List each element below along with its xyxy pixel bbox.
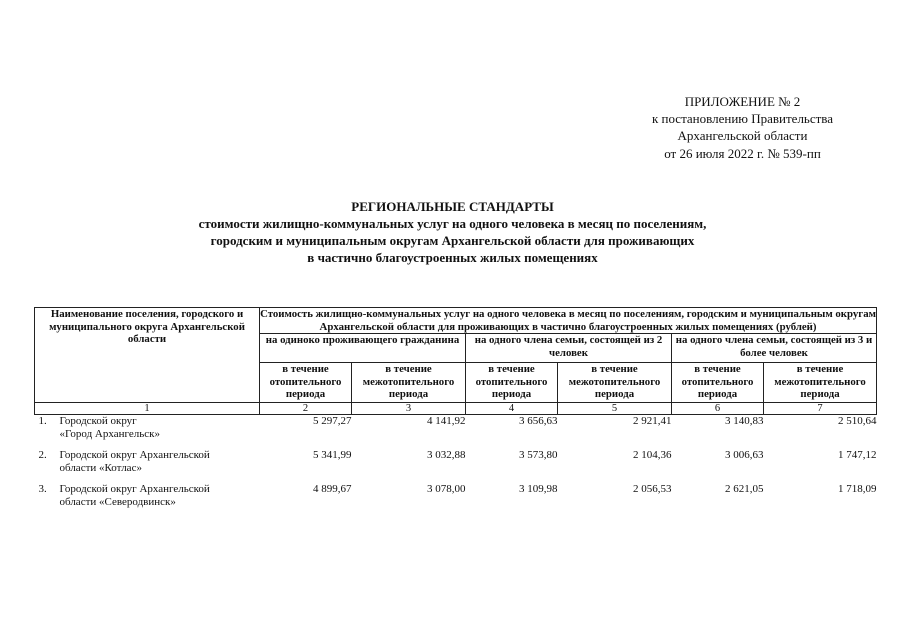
cell-value: 3 573,80 [519,449,558,462]
column-number: 1 [35,403,260,415]
row-number: 2. [38,449,47,462]
cell-value: 5 341,99 [313,449,352,462]
subheader-heating: в течение отопительного периода [260,363,352,403]
subheader-non-heating: в течение межотопительного периода [764,363,877,403]
row-name: Городской округ Архангельской области «Северодвинск» [59,483,210,508]
appendix-block [560,93,905,162]
cell-value: 3 078,00 [427,483,466,496]
cell-value: 1 718,09 [838,483,877,496]
column-number: 6 [672,403,764,415]
cell-value: 3 140,83 [725,415,764,428]
subheader-heating: в течение отопительного периода [672,363,764,403]
appendix-heading: ПРИЛОЖЕНИЕ № 2 [684,94,801,109]
column-number: 2 [260,403,352,415]
row-name: Городской округ Архангельской области «Котлас» [59,449,210,474]
appendix-line: Архангельской области [677,128,808,144]
header-group-single: на одиноко проживающего гражданина [260,334,466,363]
cell-value: 3 656,63 [519,415,558,428]
appendix-line: к постановлению Правительства [651,111,834,127]
row-number: 1. [38,415,47,428]
appendix-date: от 26 июля 2022 г. № 539-пп [664,145,821,161]
header-group-family-2: на одного члена семьи, состоящей из 2 человек [466,334,672,363]
cell-value: 3 032,88 [427,449,466,462]
row-settlement [35,449,260,483]
cell-value: 5 297,27 [313,415,352,428]
column-number: 4 [466,403,558,415]
row-name: Городской округ «Город Архангельск» [59,415,160,440]
subheader-non-heating: в течение межотопительного периода [352,363,466,403]
cell-value: 4 899,67 [313,483,352,496]
row-number: 3. [38,483,47,496]
standards-table [34,307,877,517]
cell-value: 4 141,92 [427,415,466,428]
cell-value: 2 056,53 [633,483,672,496]
header-group-family-3plus: на одного члена семьи, состоящей из 3 и более человек [672,334,877,363]
title-line: в частично благоустроенных жилых помещениях [307,250,598,265]
subheader-non-heating: в течение межотопительного периода [558,363,672,403]
document-title [0,198,905,266]
row-settlement [35,483,260,517]
column-number: 3 [352,403,466,415]
table-row [35,449,877,483]
row-settlement [35,415,260,450]
cell-value: 3 006,63 [725,449,764,462]
header-settlement-name: Наименование поселения, городского и муниципального округа Архангельской области [35,308,260,403]
title-line: стоимости жилищно-коммунальных услуг на одного человека в месяц по поселениям, [198,216,707,231]
subheader-heating: в течение отопительного периода [466,363,558,403]
title-line: городским и муниципальным округам Архангельской области для проживающих [210,233,695,248]
cell-value: 1 747,12 [838,449,877,462]
title-heading: РЕГИОНАЛЬНЫЕ СТАНДАРТЫ [351,199,554,214]
header-cost: Стоимость жилищно-коммунальных услуг на одного человека в месяц по поселениям, городским и муниципальным округам Архангельской области для проживающих в частично благоустроенных жилых помещениях (рублей) [260,308,876,333]
table-row [35,483,877,517]
cell-value: 2 921,41 [633,415,672,428]
cell-value: 3 109,98 [519,483,558,496]
column-number: 7 [764,403,877,415]
cell-value: 2 510,64 [838,415,877,428]
column-number: 5 [558,403,672,415]
cell-value: 2 104,36 [633,449,672,462]
table-row [35,415,877,450]
cell-value: 2 621,05 [725,483,764,496]
